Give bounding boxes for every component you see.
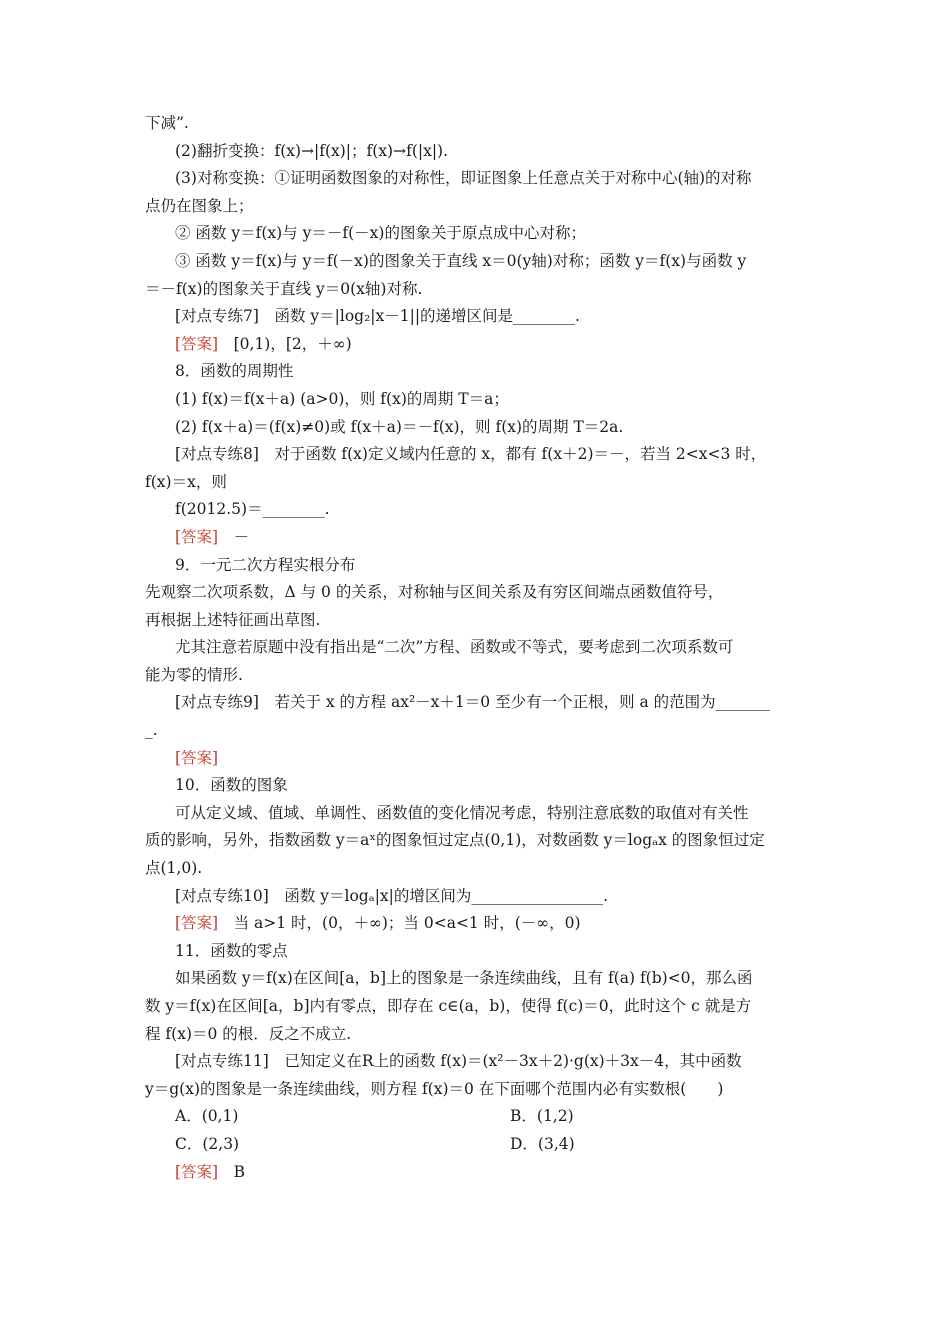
document-body [0, 110, 950, 1186]
text-line: ③ 函数 y＝f(x)与 y＝f(－x)的图象关于直线 x＝0(y轴)对称；函数 y＝f(x)与函数 y [175, 251, 747, 270]
text-line: 程 f(x)＝0 的根．反之不成立. [145, 1024, 352, 1043]
answer-line [0, 524, 950, 552]
text-line: 尤其注意若原题中没有指出是“二次”方程、函数或不等式，要考虑到二次项系数可 [175, 638, 734, 657]
answer-line [0, 745, 950, 773]
text-line: (1) f(x)＝f(x＋a) (a>0)，则 f(x)的周期 T＝a； [175, 389, 509, 408]
text-line: f(2012.5)＝________. [175, 500, 330, 519]
answer-text: － [218, 527, 250, 546]
text-line: 点仍在图象上； [145, 196, 254, 215]
option-c: C．(2,3) [175, 1134, 240, 1153]
answer-line [0, 1159, 950, 1187]
text-line: 再根据上述特征画出草图. [145, 610, 321, 629]
answer-label: [答案] [175, 527, 219, 546]
practice-7: [对点专练7] 函数 y＝|log₂|x－1||的递增区间是________. [175, 307, 580, 326]
text-line: 质的影响，另外，指数函数 y＝aˣ的图象恒过定点(0,1)，对数函数 y＝logₐx 的图象恒过定 [145, 831, 765, 850]
section-heading: 9．一元二次方程实根分布 [175, 555, 356, 574]
text-line: ＝－f(x)的图象关于直线 y＝0(x轴)对称. [145, 279, 423, 298]
section-heading: 10．函数的图象 [175, 776, 288, 795]
practice-9: [对点专练9] 若关于 x 的方程 ax²－x＋1＝0 至少有一个正根，则 a 的范围为_______ [175, 693, 770, 712]
practice-11: [对点专练11] 已知定义在R上的函数 f(x)＝(x²－3x＋2)·g(x)＋3x－4，其中函数 [175, 1052, 742, 1071]
answer-text: 当 a>1 时，(0，＋∞)；当 0<a<1 时，(－∞，0) [218, 914, 581, 933]
answer-label: [答案] [175, 748, 219, 767]
options-row [0, 1103, 950, 1131]
section-heading: 11．函数的零点 [175, 941, 288, 960]
text-line: 可从定义域、值域、单调性、函数值的变化情况考虑，特别注意底数的取值对有关性 [175, 803, 749, 822]
answer-line [0, 910, 950, 938]
text-line: (3)对称变换：①证明函数图象的对称性，即证图象上任意点关于对称中心(轴)的对称 [175, 169, 752, 188]
practice-8: [对点专练8] 对于函数 f(x)定义域内任意的 x，都有 f(x＋2)＝－，若当 2<x<3 时， [175, 445, 767, 464]
text-line: 下减”. [145, 114, 189, 132]
text-line: f(x)＝x，则 [145, 472, 227, 491]
text-line: y＝g(x)的图象是一条连续曲线，则方程 f(x)＝0 在下面哪个范围内必有实数根( ) [145, 1079, 724, 1098]
text-line: ② 函数 y＝f(x)与 y＝－f(－x)的图象关于原点成中心对称； [175, 224, 586, 243]
option-b: B．(1,2) [510, 1107, 574, 1126]
text-line: 数 y＝f(x)在区间[a，b]内有零点，即存在 c∈(a，b)，使得 f(c)＝0，此时这个 c 就是方 [145, 997, 752, 1015]
answer-label: [答案] [175, 914, 219, 933]
practice-10: [对点专练10] 函数 y＝logₐ|x|的增区间为_________________. [175, 886, 609, 905]
text-line: 点(1,0). [145, 859, 203, 878]
answer-line [0, 331, 950, 359]
option-d: D．(3,4) [510, 1134, 575, 1153]
text-line: (2) f(x＋a)＝(f(x)≠0)或 f(x＋a)＝－f(x)，则 f(x)的周期 T＝2a. [175, 417, 624, 436]
answer-label: [答案] [175, 1162, 219, 1181]
text-line: _. [145, 721, 158, 740]
answer-text: [0,1)，[2，＋∞) [218, 334, 352, 353]
answer-label: [答案] [175, 334, 219, 353]
text-line: 如果函数 y＝f(x)在区间[a，b]上的图象是一条连续曲线，且有 f(a) f(b)<0，那么函 [175, 969, 753, 988]
answer-text: B [218, 1162, 245, 1181]
text-line: 先观察二次项系数，Δ 与 0 的关系，对称轴与区间关系及有穷区间端点函数值符号， [145, 583, 724, 602]
option-a: A．(0,1) [175, 1107, 239, 1126]
text-line: (2)翻折变换：f(x)→|f(x)|；f(x)→f(|x|). [175, 141, 449, 160]
text-line: 能为零的情形. [145, 665, 243, 684]
options-row [0, 1131, 950, 1159]
section-heading: 8．函数的周期性 [175, 362, 294, 381]
